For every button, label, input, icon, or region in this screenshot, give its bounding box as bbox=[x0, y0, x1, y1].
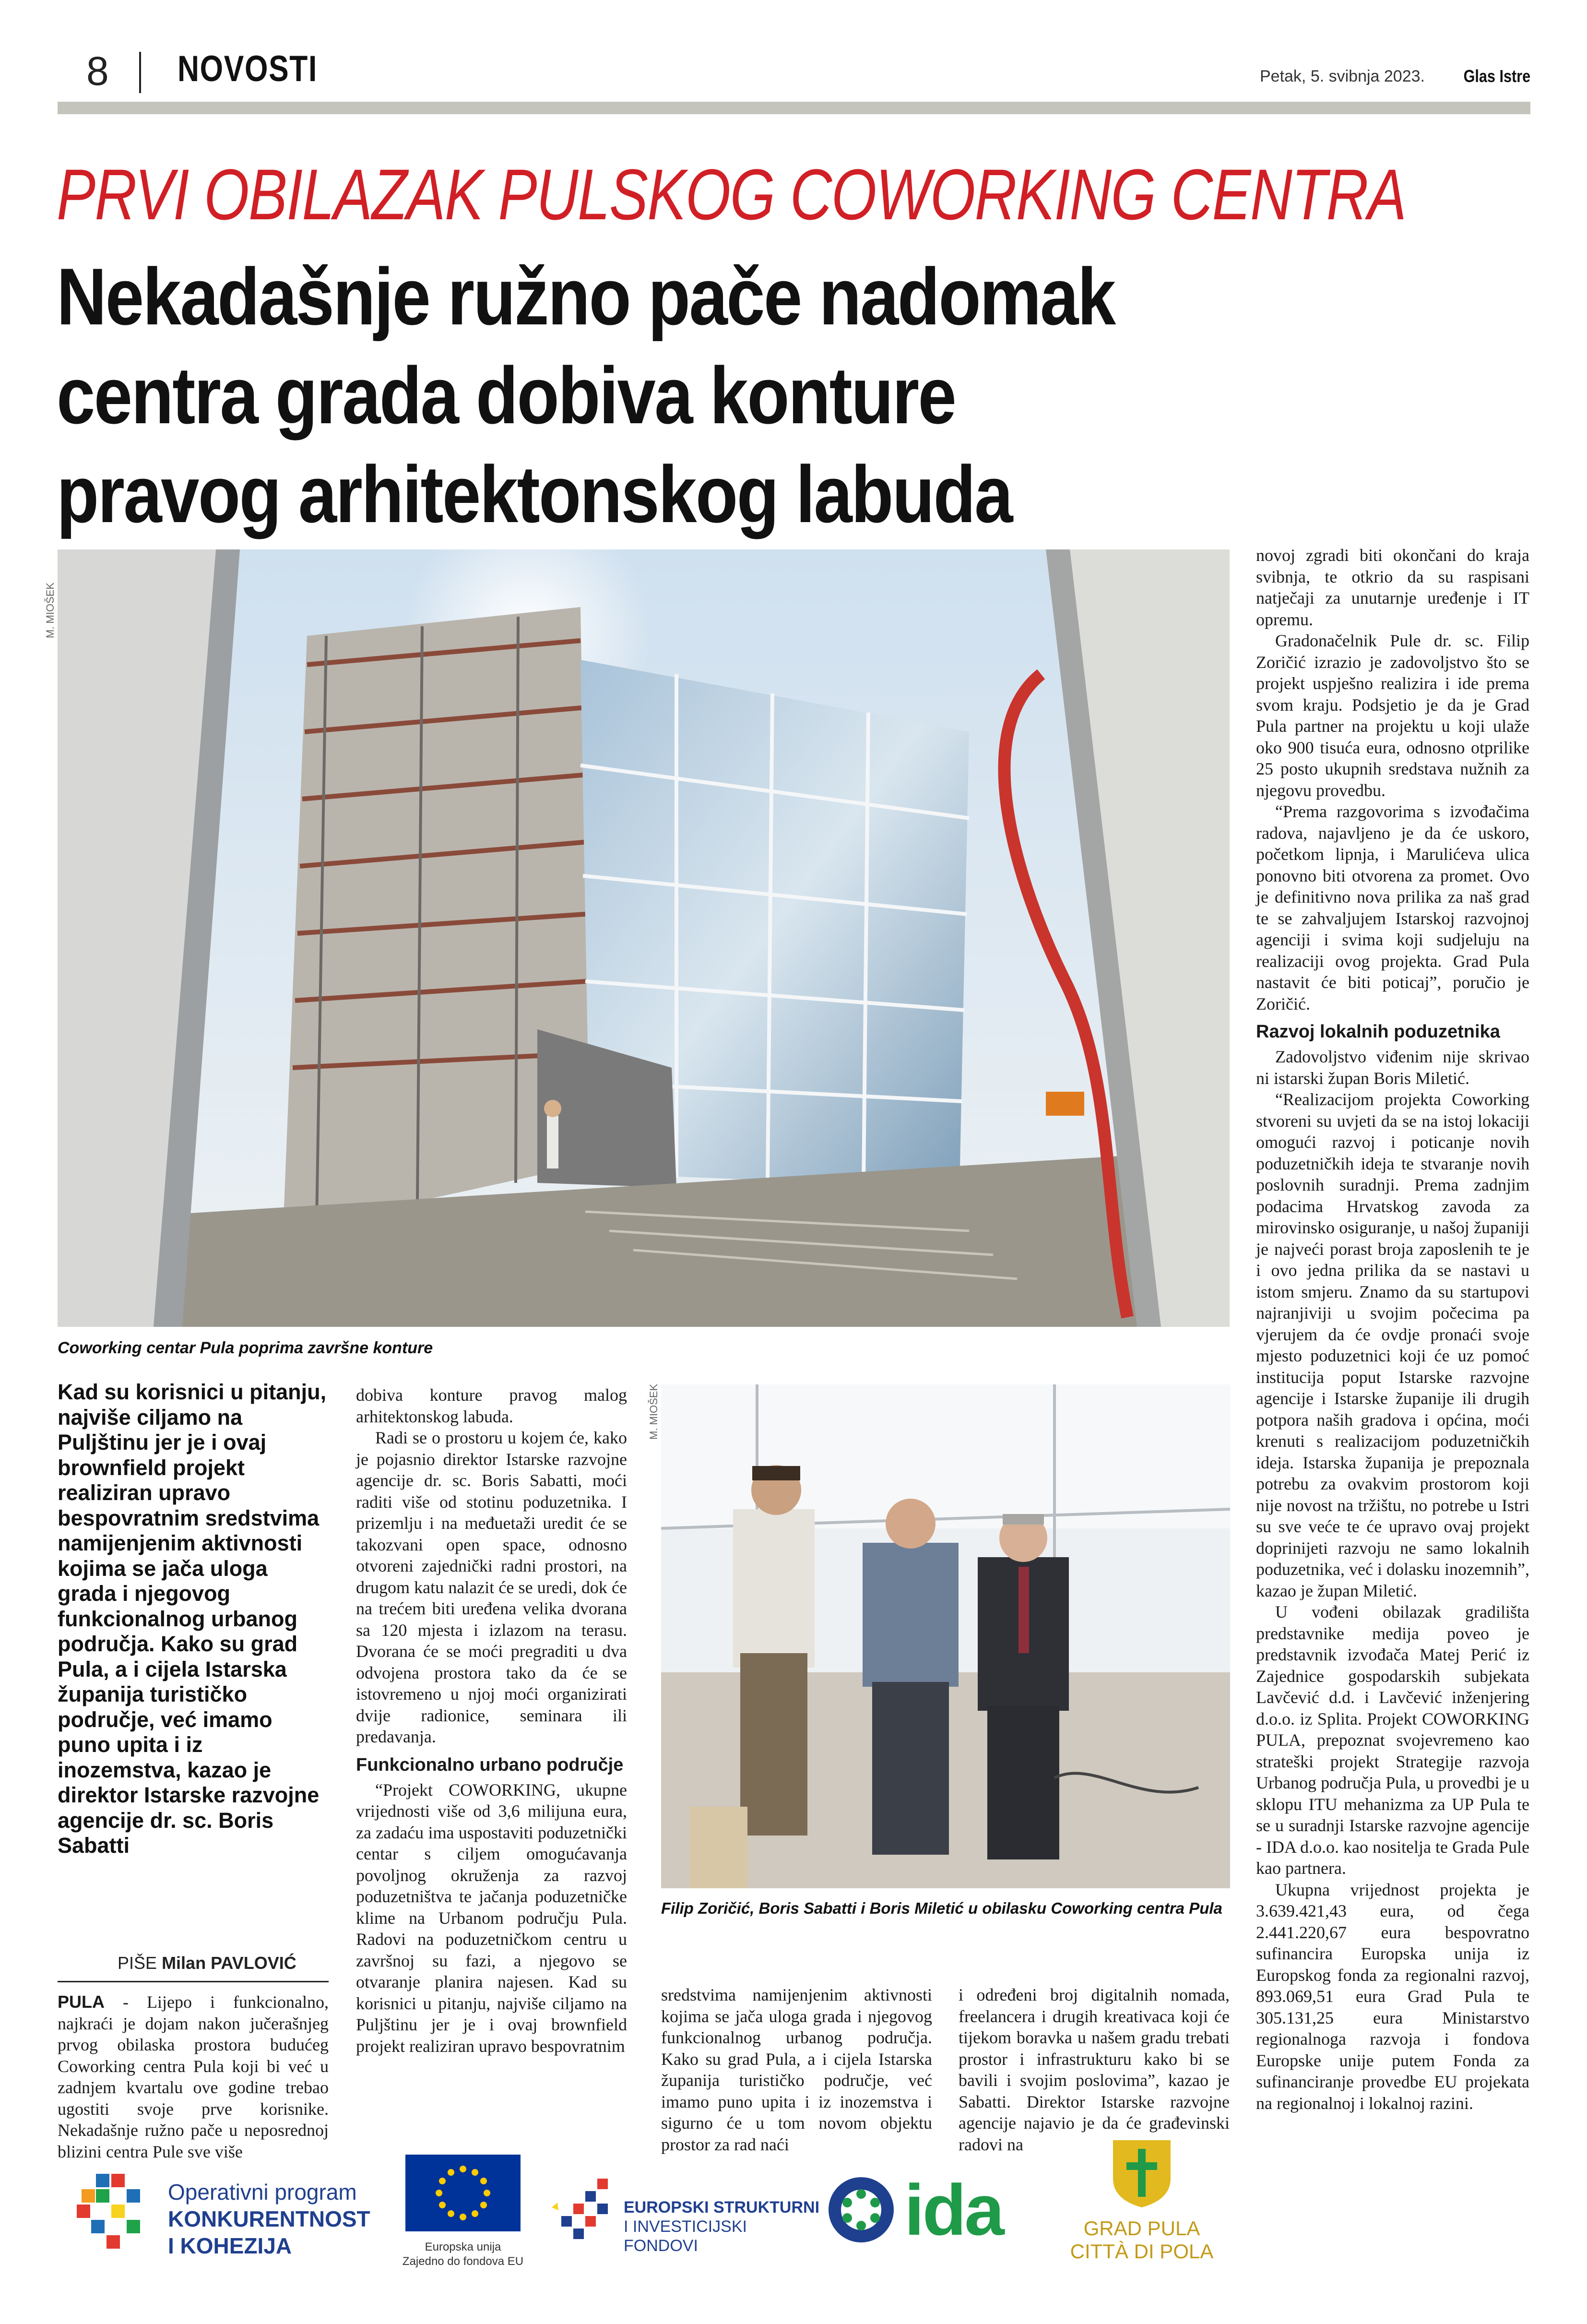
esif-logo bbox=[552, 2179, 820, 2255]
esif-mosaic-icon bbox=[552, 2179, 624, 2251]
byline bbox=[118, 1953, 296, 1973]
ida-logo bbox=[825, 2169, 1036, 2260]
body-paragraph: dobiva konture pravog malog arhitektonskog labuda. bbox=[356, 1385, 627, 1426]
esif-logo-line: EUROPSKI STRUKTURNI bbox=[624, 2198, 820, 2217]
body-paragraph: “Prema razgovorima s izvođačima radova, najavljeno je da će uskoro, početkom lipnja, i Marulićeva ulica ponovno biti otvorena za promet. Ovo je definitivno nova prilika za naš grad te se zahvaljujem Istarskoj razvojnoj agenciji i svima koji sudjeluju na realizaciji ovog projekta. Grad Pula nastavit će biti poticaj”, poručio je Zoričić. bbox=[1256, 802, 1529, 1013]
title-line: pravog arhitektonskog labuda bbox=[57, 449, 1012, 539]
byline-rule bbox=[58, 1981, 329, 1982]
article-title bbox=[57, 247, 1336, 544]
title-line: centra grada dobiva konture bbox=[57, 350, 956, 441]
page-number: 8 bbox=[86, 48, 109, 94]
ida-emblem-icon bbox=[825, 2174, 897, 2246]
section-name: NOVOSTI bbox=[178, 48, 318, 89]
article-kicker: PRVI OBILAZAK PULSKOG COWORKING CENTRA bbox=[57, 154, 1406, 235]
header-rule bbox=[58, 102, 1530, 114]
eu-logo bbox=[384, 2155, 542, 2270]
page-header bbox=[58, 48, 1530, 106]
article-column-4 bbox=[959, 1984, 1230, 2155]
esif-logo-line: I INVESTICIJSKI FONDOVI bbox=[624, 2217, 747, 2255]
byline-prefix: PIŠE bbox=[118, 1953, 157, 1973]
article-lead: Kad su korisnici u pitanju, najviše ciljamo na Puljštinu jer je i ovaj brownfield projekt realiziran upravo bespovratnim sredstvima namijenjenim aktivnosti kojima se jača uloga grada i njegovog funkcionalnog urbanog područja. Kako su grad Pula, a i cijela Istarska županija turističko područje, već imamo puno upita i iz inozemstva, kazao je direktor Istarske razvojne agencije dr. sc. Boris Sabatti bbox=[58, 1380, 327, 1858]
op-konkurentnost-logo bbox=[77, 2169, 370, 2265]
mosaic-logo-icon bbox=[77, 2174, 149, 2251]
byline-author: Milan PAVLOVIĆ bbox=[162, 1953, 296, 1973]
body-paragraph: Ukupna vrijednost projekta je 3.639.421,43 eura, od čega 2.441.220,67 eura bespovratno sufinancira Europska unija iz Europskog fonda za regionalni razvoj, 893.069,51 eura Grad Pula te 305.131,25 eura Ministarstvo regionalnoga razvoja i fondova Europske unije putem Fonda za sufinanciranje provedbe EU projekata na regionalnoj i lokalnoj razini. bbox=[1256, 1880, 1529, 2113]
eu-logo-line: Europska unija bbox=[425, 2241, 501, 2253]
body-paragraph: Radi se o prostoru u kojem će, kako je pojasnio direktor Istarske razvojne agencije dr. sc. Boris Sabatti, moći raditi više od stotinu poduzetnika. I prizemlju i na međuetaži uredit će se takozvani open space, odnosno otvoreni zajednički radni prostori, na drugom katu nalazit će se uredi, dok će na trećem biti uređena velika dvorana sa 120 mjesta i izlazom na terasu. Dvorana će se moći pregraditi u dva odvojena prostora tako da će se istovremeno u njoj moći organizirati dvije radionice, seminara ili predavanja. bbox=[356, 1428, 627, 1746]
body-paragraph: “Projekt COWORKING, ukupne vrijednosti više od 3,6 milijuna eura, za zadaću ima uspostaviti poduzetnički centar s ciljem omogućavanja povoljnog okruženja za razvoj poduzetništva te jačanja poduzetničke klime na Urbanom području Pula. Radovi na poduzetničkom centru u završnoj su fazi, a njegovo se otvaranje planira najesen. Kad su korisnici u pitanju, najviše ciljamo na Puljštinu jer je i ovaj brownfield projekt realiziran upravo bespovratnim bbox=[356, 1780, 627, 2056]
body-paragraph: sredstvima namijenjenim aktivnosti kojima se jača uloga grada i njegovog funkcionalnog urbanog područja. Kako su grad Pula, a i cijela Istarska županija turističko područje, već imamo puno upita i iz inozemstva i sigurno će u tom novom objektu prostor za rad naći bbox=[661, 1985, 932, 2154]
article-column-1 bbox=[58, 1991, 329, 2162]
officials-photo-caption: Filip Zoričić, Boris Sabatti i Boris Miletić u obilasku Coworking centra Pula bbox=[661, 1899, 1222, 1917]
issue-date: Petak, 5. svibnja 2023. bbox=[1259, 67, 1425, 85]
main-photo-caption: Coworking centar Pula poprima završne konture bbox=[58, 1339, 433, 1357]
subheading: Razvoj lokalnih poduzetnika bbox=[1256, 1022, 1500, 1042]
pula-logo-line: GRAD PULA bbox=[1083, 2217, 1200, 2240]
officials-photo bbox=[661, 1384, 1230, 1888]
building-construction-image bbox=[58, 549, 1230, 1327]
body-paragraph: i određeni broj digitalnih nomada, freelancera i drugih kreativaca koji će tijekom boravka u našem gradu trebati prostor i infrastrukturu kako bi se bavili i svojim poslovima”, kazao je Sabatti. Direktor Istarske razvojne agencije najavio je da će građevinski radovi na bbox=[959, 1985, 1230, 2154]
photo-credit: M. MIOŠEK bbox=[44, 582, 56, 638]
main-photo bbox=[58, 549, 1230, 1327]
body-paragraph: U vođeni obilazak gradilišta predstavnike medija poveo je predstavnik izvođača Matej Perić iz Zajednice gospodarskih subjekata Lavčević d.d. i Lavčević inženjering d.o.o. iz Splita. Projekt COWORKING PULA, prepoznat svojevremeno kao strateški projekt Strategije razvoja Urbanog područja Pula, u provedbi je u sklopu ITU mehanizma za UP Pula te se u suradnji Istarske razvojne agencije - IDA d.o.o. kao nositelja te Grada Pule kao partnera. bbox=[1256, 1602, 1529, 1878]
newspaper-name: Glas Istre bbox=[1463, 66, 1530, 86]
article-column-2 bbox=[356, 1384, 627, 2057]
body-text: - Lijepo i funkcionalno, najkraći je dojam nakon jučerašnjeg prvog obilaska prostora budućeg Coworking centra Pula koji bi već u zadnjem kvartalu ove godine trebao ugostiti svoje prve korisnike. Nekadašnje ružno pače u neposrednoj blizini centra Pule sve više bbox=[58, 1992, 329, 2161]
op-logo-line: I KOHEZIJA bbox=[168, 2233, 292, 2258]
dateline-place: PULA bbox=[58, 1992, 105, 2012]
body-paragraph: “Realizacijom projekta Coworking stvoreni su uvjeti da se na istoj lokaciji omogući razvoj i poticanje novih poduzetničkih ideja te stvaranje novih poslovnih suradnji. Prema zadnjim podacima Hrvatskog zavoda za mirovinsko osiguranje, u našoj županiji je najveći porast broja zaposlenih te je i ovo jedna prilika da se nastavi u istom smjeru. Znamo da su startupovi najranjiviji u svojim počecima pa vjerujem da će ovdje pronaći svoje mjesto poduzetnici koji će uz pomoć institucija poput Istarske razvojne agencije i Istarske županije ili drugih potpora naših gradova i općina, moći krenuti s realizacijom poduzetničkih ideja. Istarska županija je prepoznala potrebu za ovakvim prostorom koji nije novost na tržištu, no potrebe u Istri su sve veće te će upravo ovaj projekt doprinijeti razvoju ne samo lokalnih poduzetnika, već i dolasku inozemnih”, kazao je župan Miletić. bbox=[1256, 1090, 1529, 1600]
article-column-3 bbox=[661, 1984, 932, 2155]
eu-flag-icon bbox=[405, 2155, 521, 2231]
article-column-5 bbox=[1256, 545, 1529, 2114]
grad-pula-logo bbox=[1065, 2140, 1219, 2299]
pula-logo-line: CITTÀ DI POLA bbox=[1070, 2240, 1214, 2263]
subheading: Funkcionalno urbano područje bbox=[356, 1754, 624, 1775]
op-logo-line: Operativni program bbox=[168, 2180, 357, 2205]
body-paragraph: Zadovoljstvo viđenim nije skrivao ni istarski župan Boris Miletić. bbox=[1256, 1047, 1529, 1088]
body-paragraph: novoj zgradi biti okončani do kraja svibnja, te otkrio da su raspisani natječaji za unutarnje uređenje i IT opremu. bbox=[1256, 546, 1529, 629]
body-paragraph: Gradonačelnik Pule dr. sc. Filip Zoričić izrazio je zadovoljstvo što se projekt uspješno realizira i ide prema svom kraju. Podsjetio je da je Grad Pula partner na projektu u koji ulaže oko 900 tisuća eura, odnosno otprilike 25 posto ukupnih sredstava nužnih za njegovu provedbu. bbox=[1256, 631, 1529, 800]
photo-credit: M. MIOŠEK bbox=[648, 1383, 660, 1440]
body-paragraph bbox=[58, 1991, 329, 2162]
header-divider bbox=[139, 52, 141, 93]
title-line: Nekadašnje ružno pače nadomak bbox=[57, 251, 1115, 342]
officials-visit-image bbox=[661, 1384, 1230, 1888]
eu-logo-line: Zajedno do fondova EU bbox=[402, 2255, 524, 2268]
pula-coat-of-arms-icon bbox=[1113, 2140, 1171, 2207]
ida-wordmark: ida bbox=[904, 2169, 1003, 2250]
op-logo-line: KONKURENTNOST bbox=[168, 2206, 370, 2231]
